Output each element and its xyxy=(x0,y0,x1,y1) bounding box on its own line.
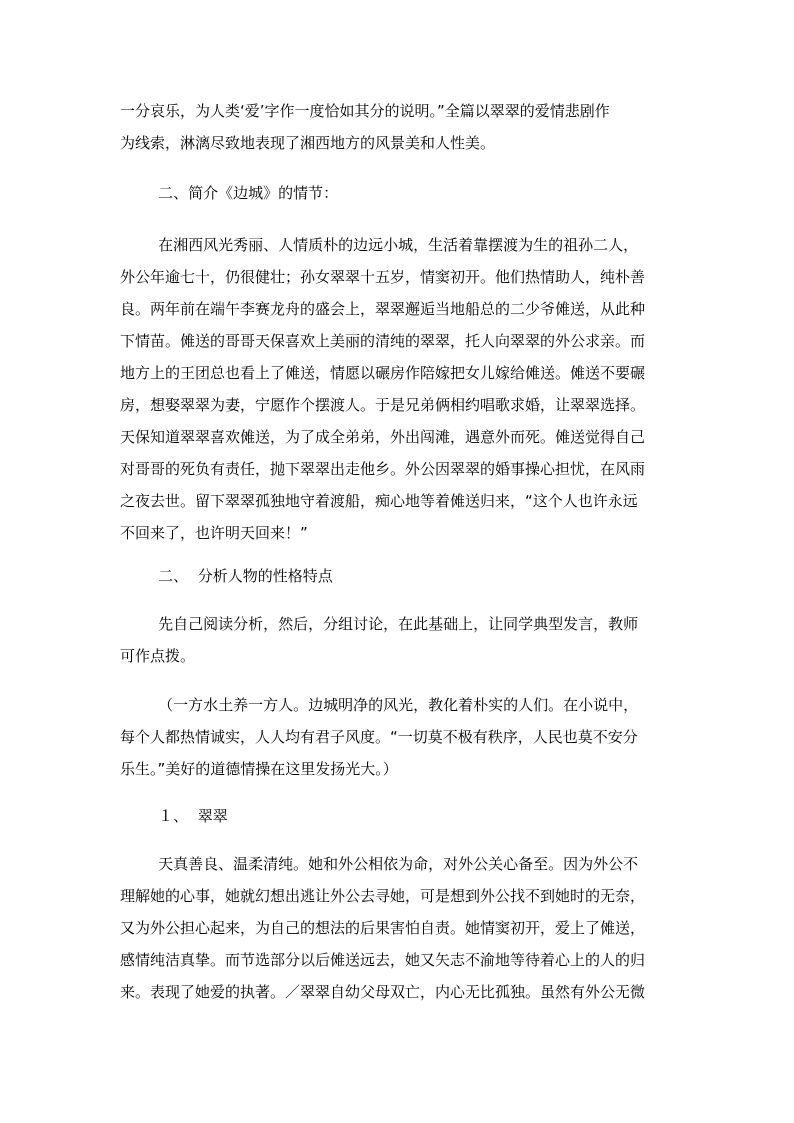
paragraph-setting-note: （一方水土养一方人。边城明净的风光，教化着朴实的人们。在小说中， 每个人都热情诚实，人人均有君子风度。“一切莫不极有秩序，人民也莫不安分 乐生。”美好的道德情操在这里发扬光大。） xyxy=(120,696,639,778)
section-heading-plot-summary: 二、简介《边城》的情节： xyxy=(120,184,339,202)
paragraph-teaching-method: 先自己阅读分析，然后，分组讨论，在此基础上，让同学典型发言，教师 可作点拨。 xyxy=(120,615,639,665)
paragraph-plot-summary: 在湘西风光秀丽、人情质朴的边远小城，生活着靠摆渡为生的祖孙二人， 外公年逾七十，仍很健壮；孙女翠翠十五岁，情窦初开。他们热情助人，纯朴善 良。两年前在端午李赛龙舟的盛会上，翠翠邂逅当地船总的二少爷傩送，从此种 下情苗。傩送的哥哥天保喜欢上美丽的清纯的翠翠，托人向翠翠的外公求亲。而 地方上的王团总也看上了傩送，情愿以碾房作陪嫁把女儿嫁给傩送。傩送不要碾 房，想娶翠翠为妻，宁愿作个摆渡人。于是兄弟俩相约唱歌求婚，让翠翠选择。 天保知道翠翠喜欢傩送，为了成全弟弟，外出闯滩，遇意外而死。傩送觉得自己 对哥哥的死负有责任，抛下翠翠出走他乡。外公因翠翠的婚事操心担忧，在风雨 之夜去世。留下翠翠孤独地守着渡船，痴心地等着傩送归来，“这个人也许永远 不回来了，也许明天回来！” xyxy=(120,236,646,542)
subheading-cuicui: １、 翠翠 xyxy=(120,807,228,825)
paragraph-intro-continuation: 一分哀乐，为人类‘爱’字作一度恰如其分的说明。”全篇以翠翠的爱情悲剧作 为线索，淋漓尽致地表现了湘西地方的风景美和人性美。 xyxy=(120,102,610,152)
section-heading-character-analysis: 二、 分析人物的性格特点 xyxy=(120,567,333,585)
paragraph-cuicui-character: 天真善良、温柔清纯。她和外公相依为命，对外公关心备至。因为外公不 理解她的心事，她就幻想出逃让外公去寻她，可是想到外公找不到她时的无奈， 又为外公担心起来，为自己的想法的后果害怕自责。她情窦初开，爱上了傩送， 感情纯洁真挚。而节选部分以后傩送远去，她又矢志不渝地等待着心上的人的归 来。表现了她爱的执著。／翠翠自幼父母双亡，内心无比孤独。虽然有外公无微 xyxy=(120,855,646,1001)
